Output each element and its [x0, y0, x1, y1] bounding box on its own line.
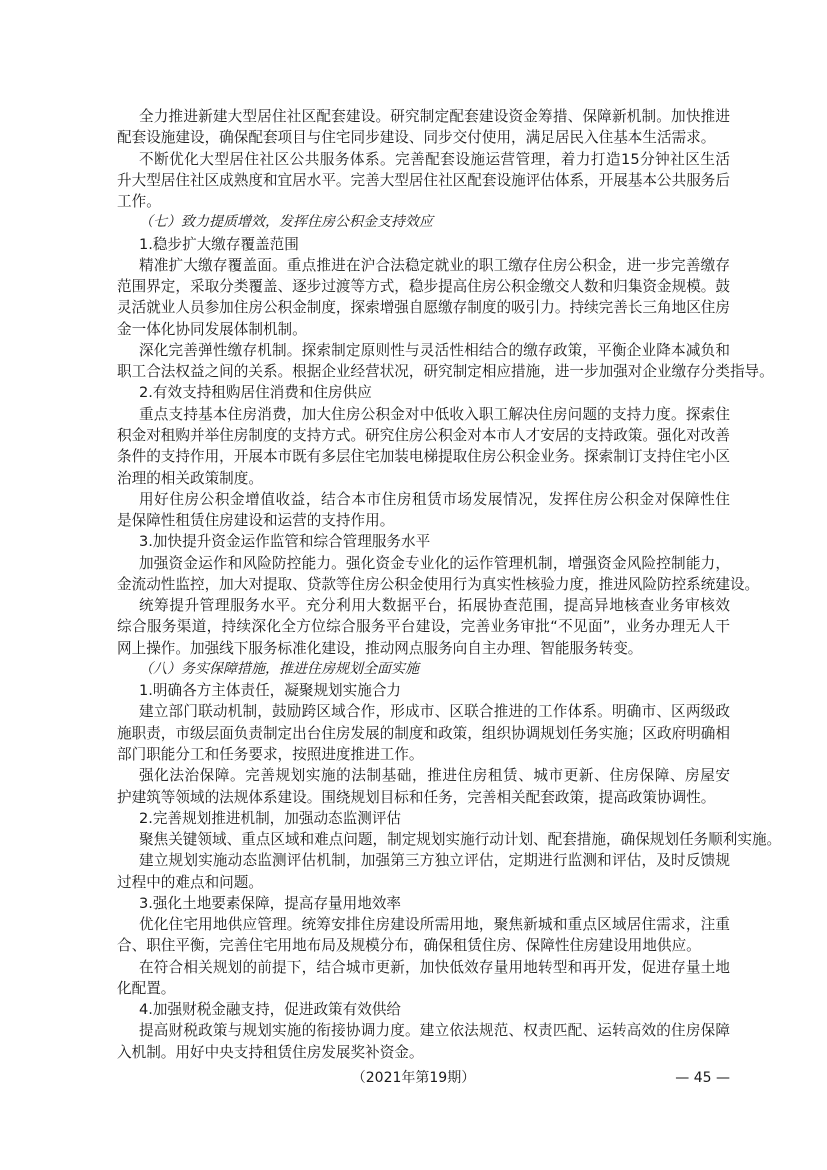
paragraph-last-line: 部门职能分工和任务要求，按照进度推进工作。: [117, 745, 424, 763]
page-number: — 45 —: [675, 1070, 730, 1086]
section-heading: （八）务实保障措施，推进住房规划全面实施: [139, 660, 419, 677]
paragraph-first-line: 建立规划实施动态监测评估机制，加强第三方独立评估，定期进行监测和评估，及时反馈规: [139, 852, 730, 870]
paragraph-first-line: 优化住宅用地供应管理。统筹安排住房建设所需用地，聚焦新城和重点区域居住需求，注重: [139, 916, 730, 934]
paragraph-last-line: 网上操作。加强线下服务标准化建设，推动网点服务向自主办理、智能服务转变。: [117, 639, 643, 657]
subsection-heading: 1.明确各方主体责任，凝聚规划实施合力: [139, 682, 402, 700]
paragraph-last-line: 职工合法权益之间的关系。根据企业经营状况，研究制定相应措施，进一步加强对企业缴存分类指导。: [117, 363, 774, 381]
text-line: 灵活就业人员参加住房公积金制度，探索增强自愿缴存制度的吸引力。持续完善长三角地区住房: [117, 299, 730, 317]
paragraph-first-line: 精准扩大缴存覆盖面。重点推进在沪合法稳定就业的职工缴存住房公积金，进一步完善缴存: [139, 256, 730, 274]
subsection-heading: 3.强化土地要素保障，提高存量用地效率: [139, 894, 402, 912]
paragraph-first-line: 不断优化大型居住社区公共服务体系。完善配套设施运营管理，着力打造15分钟社区生活: [139, 150, 730, 168]
paragraph-first-line: 建立部门联动机制，鼓励跨区域合作，形成市、区联合推进的工作体系。明确市、区两级政: [139, 703, 730, 721]
paragraph-last-line: 治理的相关政策制度。: [117, 469, 263, 487]
text-line: 升大型居住社区成熟度和宜居水平。完善大型居住社区配套设施评估体系，开展基本公共服务后: [117, 171, 730, 189]
subsection-heading: 1.稳步扩大缴存覆盖范围: [139, 235, 299, 253]
text-line: 综合服务渠道，持续深化全方位综合服务平台建设，完善业务审批“不见面”，业务办理无人干: [117, 618, 730, 636]
paragraph-first-line: 统筹提升管理服务水平。充分利用大数据平台，拓展协查范围，提高异地核查业务审核效: [139, 597, 730, 615]
subsection-heading: 2.完善规划推进机制，加强动态监测评估: [139, 809, 402, 827]
text-line: 施职责，市级层面负责制定出台住房发展的制度和政策，组织协调规划任务实施；区政府明确相: [117, 724, 730, 742]
paragraph-first-line: 深化完善弹性缴存机制。探索制定原则性与灵活性相结合的缴存政策，平衡企业降本减负和: [139, 341, 730, 359]
paragraph-last-line: 工作。: [117, 193, 161, 211]
paragraph-first-line: 重点支持基本住房消费，加大住房公积金对中低收入职工解决住房问题的支持力度。探索住: [139, 405, 730, 423]
paragraph-first-line: 提高财税政策与规划实施的衔接协调力度。建立依法规范、权责匹配、运转高效的住房保障: [139, 1022, 730, 1040]
paragraph-last-line: 金一体化协同发展体制机制。: [117, 320, 307, 338]
paragraph-last-line: 是保障性租赁住房建设和运营的支持作用。: [117, 512, 395, 530]
section-heading: （七）致力提质增效，发挥住房公积金支持效应: [139, 214, 433, 231]
text-line: 范围界定，采取分类覆盖、逐步过渡等方式，稳步提高住房公积金缴交人数和归集资金规模。鼓: [117, 278, 730, 296]
footer-issue-label: （2021年第19期）: [351, 1070, 476, 1086]
paragraph-first-line: 在符合相关规划的前提下，结合城市更新，加快低效存量用地转型和再开发，促进存量土地: [139, 958, 730, 976]
paragraph-first-line: 全力推进新建大型居住社区配套建设。研究制定配套建设资金筹措、保障新机制。加快推进: [139, 108, 730, 125]
paragraph-first-line: 用好住房公积金增值收益，结合本市住房租赁市场发展情况，发挥住房公积金对保障性住: [139, 490, 730, 508]
paragraph-first-line: 强化法治保障。完善规划实施的法制基础，推进住房租赁、城市更新、住房保障、房屋安: [139, 767, 730, 785]
paragraph-last-line: 过程中的难点和问题。: [117, 873, 263, 891]
subsection-heading: 2.有效支持租购居住消费和住房供应: [139, 384, 372, 402]
subsection-heading: 聚焦关键领域、重点区域和难点问题，制定规划实施行动计划、配套措施，确保规划任务顺利实施。: [139, 831, 782, 849]
subsection-heading: 3.加快提升资金运作监管和综合管理服务水平: [139, 533, 431, 551]
paragraph-last-line: 金流动性监控，加大对提取、贷款等住房公积金使用行为真实性核验力度，推进风险防控系统建设。: [117, 575, 760, 593]
text-line: 条件的支持作用，开展本市既有多层住宅加装电梯提取住房公积金业务。探索制订支持住宅小区: [117, 448, 730, 466]
subsection-heading: 4.加强财税金融支持，促进政策有效供给: [139, 1001, 402, 1019]
paragraph-last-line: 化配置。: [117, 979, 176, 997]
paragraph-last-line: 入机制。用好中央支持租赁住房发展奖补资金。: [117, 1043, 424, 1061]
document-body: [117, 106, 782, 1063]
paragraph-last-line: 护建筑等领域的法规体系建设。围绕规划目标和任务，完善相关配套政策，提高政策协调性。: [117, 788, 716, 806]
paragraph-last-line: 配套设施建设，确保配套项目与住宅同步建设、同步交付使用，满足居民入住基本生活需求。: [117, 129, 716, 147]
text-line: 积金对租购并举住房制度的支持方式。研究住房公积金对本市人才安居的支持政策。强化对改善: [117, 426, 730, 444]
paragraph-last-line: 合、职住平衡，完善住宅用地布局及规模分布，确保租赁住房、保障性住房建设用地供应。: [117, 937, 701, 955]
paragraph-first-line: 加强资金运作和风险防控能力。强化资金专业化的运作管理机制，增强资金风险控制能力，: [139, 554, 730, 572]
